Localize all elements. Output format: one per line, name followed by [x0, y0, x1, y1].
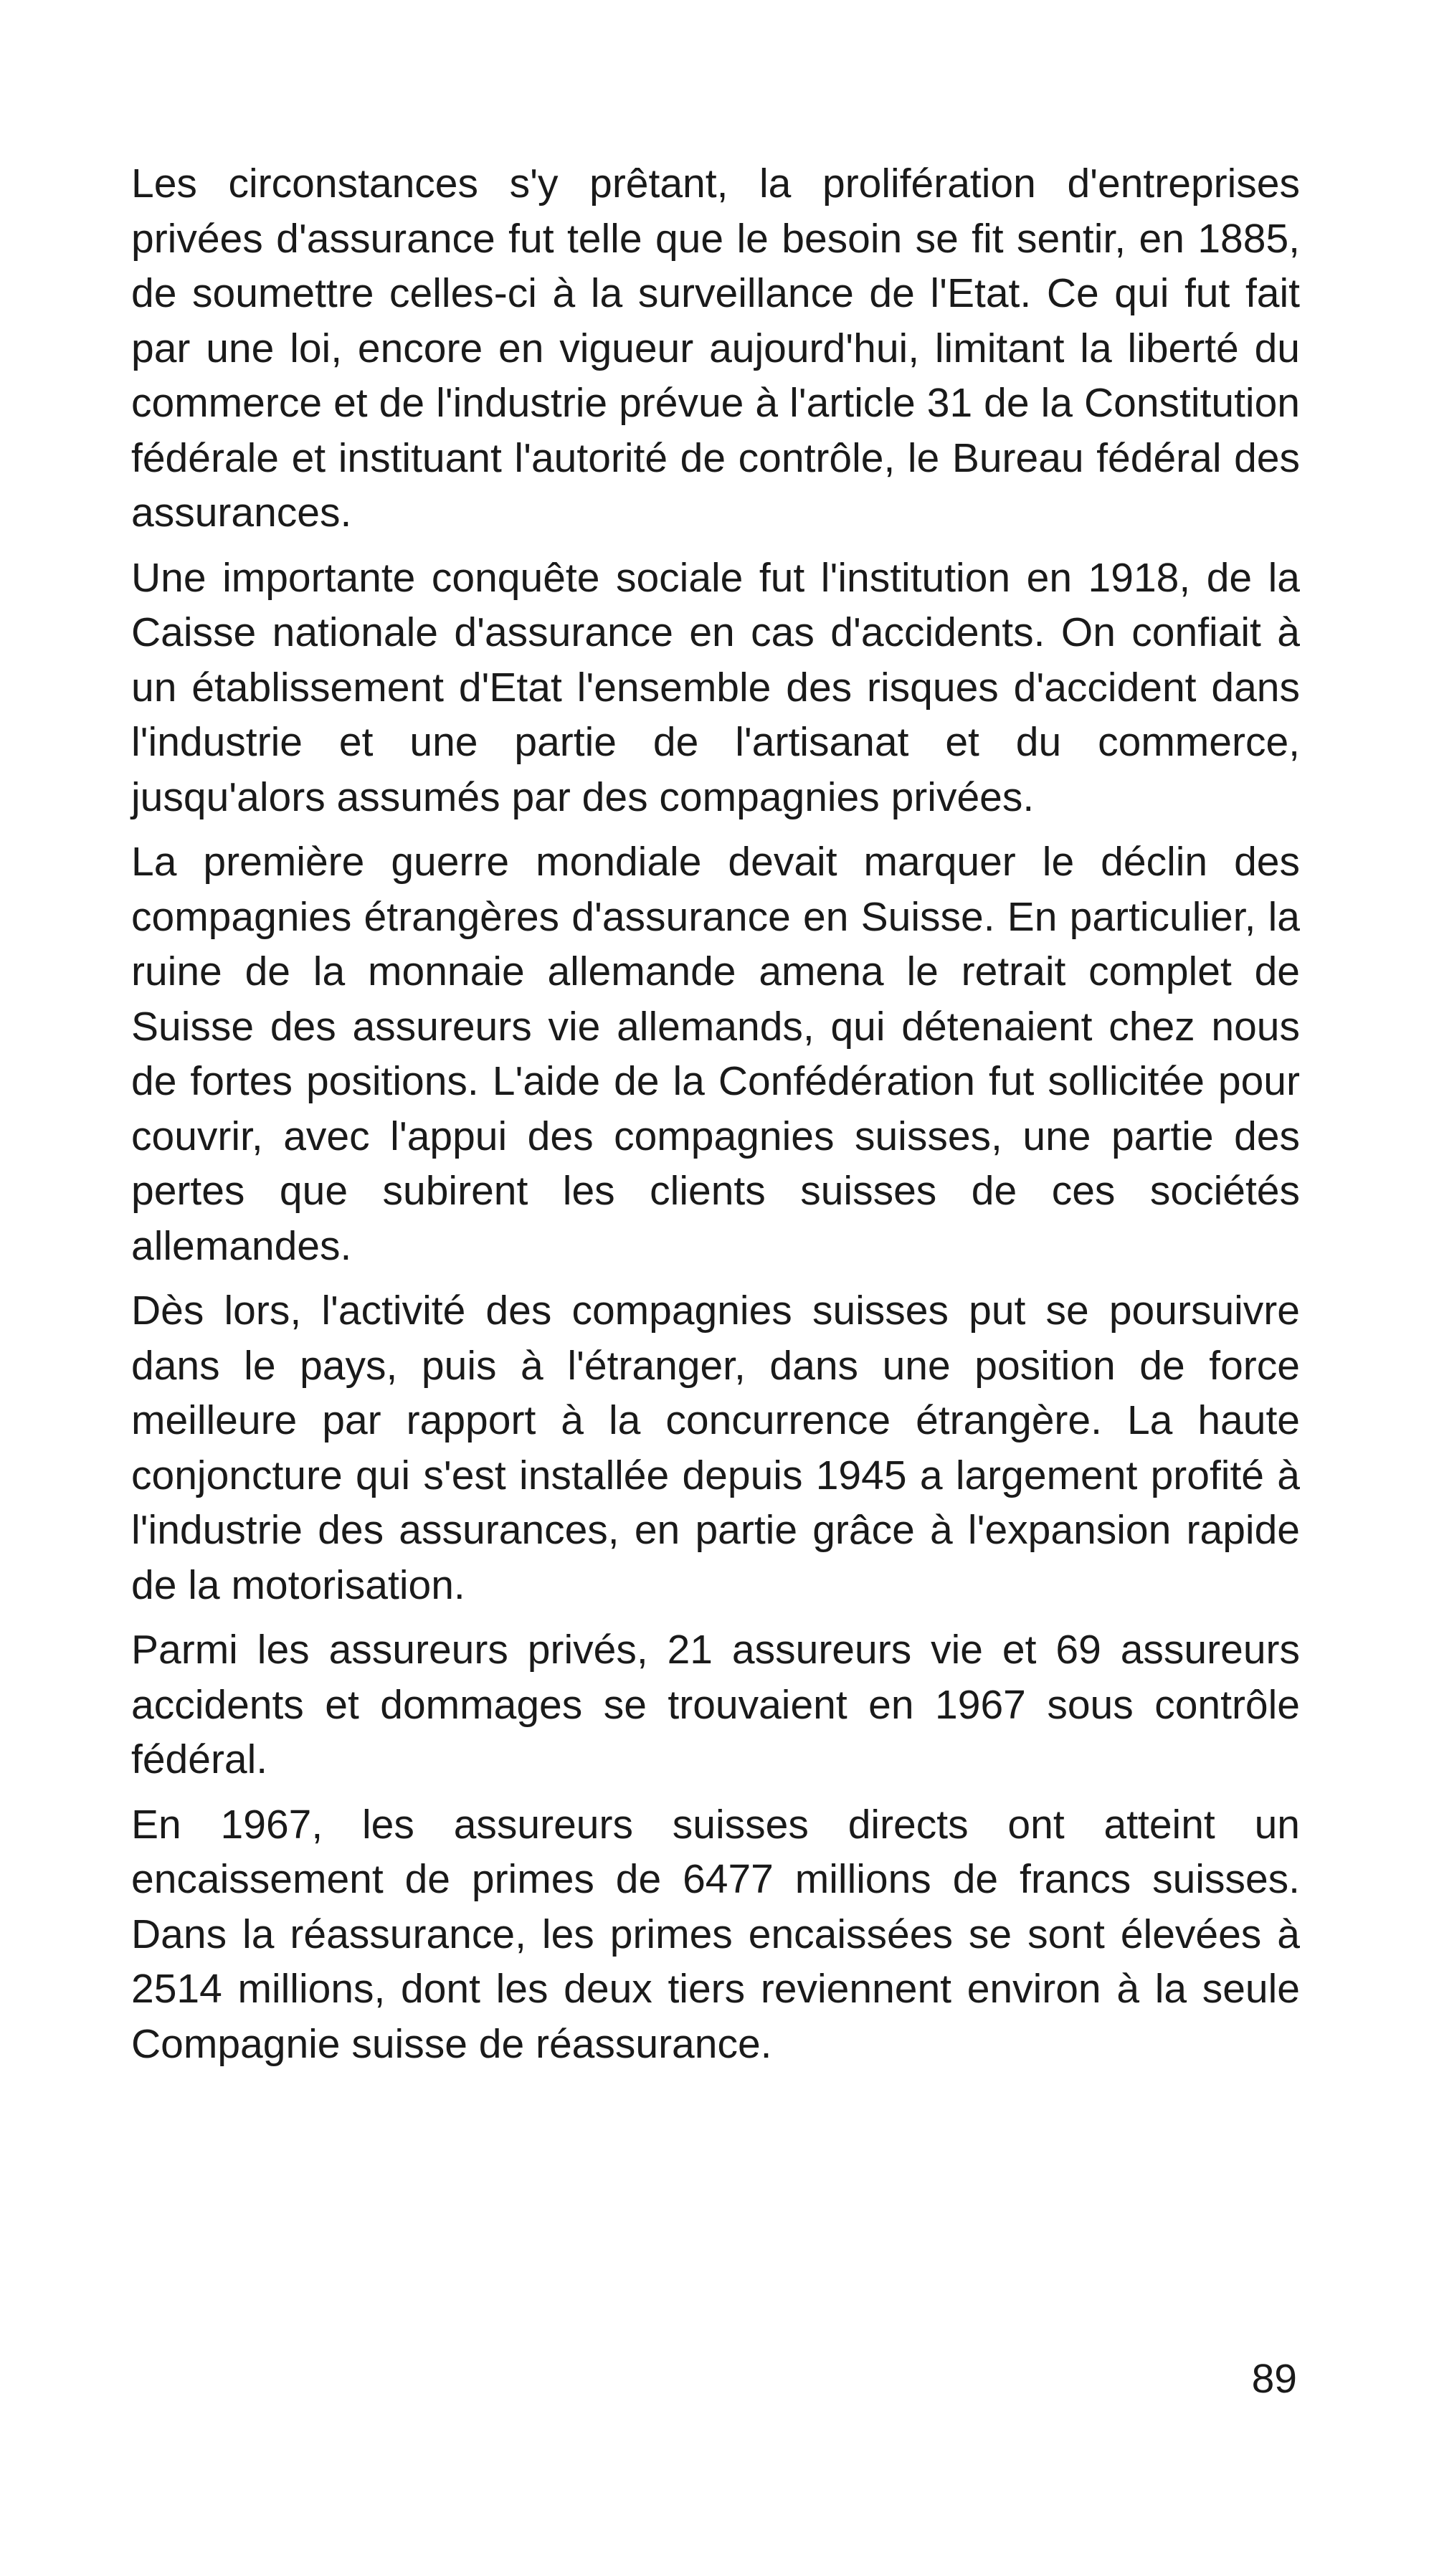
- paragraph-6: En 1967, les assureurs suisses directs ont atteint un encaissement de primes de 6477 millions de francs suisses. Dans la réassurance, les primes encaissées se sont élevées à 2514 millions, dont les deux tiers reviennent environ à la seule Compagnie suisse de réassurance.: [131, 1801, 1300, 2067]
- paragraph-1: Les circonstances s'y prêtant, la prolifération d'entreprises privées d'assurance fut telle que le besoin se fit sentir, en 1885, de soumettre celles-ci à la surveillance de l'Etat. Ce qui fut fait par une loi, encore en vigueur aujourd'hui, limitant la liberté du commerce et de l'industrie prévue à l'article 31 de la Constitution fédérale et instituant l'autorité de contrôle, le Bureau fédéral des assurances.: [131, 161, 1300, 536]
- paragraph-2: Une importante conquête sociale fut l'institution en 1918, de la Caisse nationale d'assurance en cas d'accidents. On confiait à un établissement d'Etat l'ensemble des risques d'accident dans l'industrie et une partie de l'artisanat et du commerce, jusqu'alors assumés par des compagnies privées.: [131, 554, 1300, 820]
- body-text: [131, 156, 1300, 2081]
- page-number: 89: [1251, 2356, 1297, 2402]
- paragraph-4: Dès lors, l'activité des compagnies suisses put se poursuivre dans le pays, puis à l'étranger, dans une position de force meilleure par rapport à la concurrence étrangère. La haute conjoncture qui s'est installée depuis 1945 a largement profité à l'industrie des assurances, en partie grâce à l'expansion rapide de la motorisation.: [131, 1288, 1300, 1608]
- paragraph-5: Parmi les assureurs privés, 21 assureurs vie et 69 assureurs accidents et dommages se trouvaient en 1967 sous contrôle fédéral.: [131, 1627, 1300, 1782]
- paragraph-3: La première guerre mondiale devait marquer le déclin des compagnies étrangères d'assurance en Suisse. En particulier, la ruine de la monnaie allemande amena le retrait complet de Suisse des assureurs vie allemands, qui détenaient chez nous de fortes positions. L'aide de la Confédération fut sollicitée pour couvrir, avec l'appui des compagnies suisses, une partie des pertes que subirent les clients suisses de ces sociétés allemandes.: [131, 839, 1300, 1269]
